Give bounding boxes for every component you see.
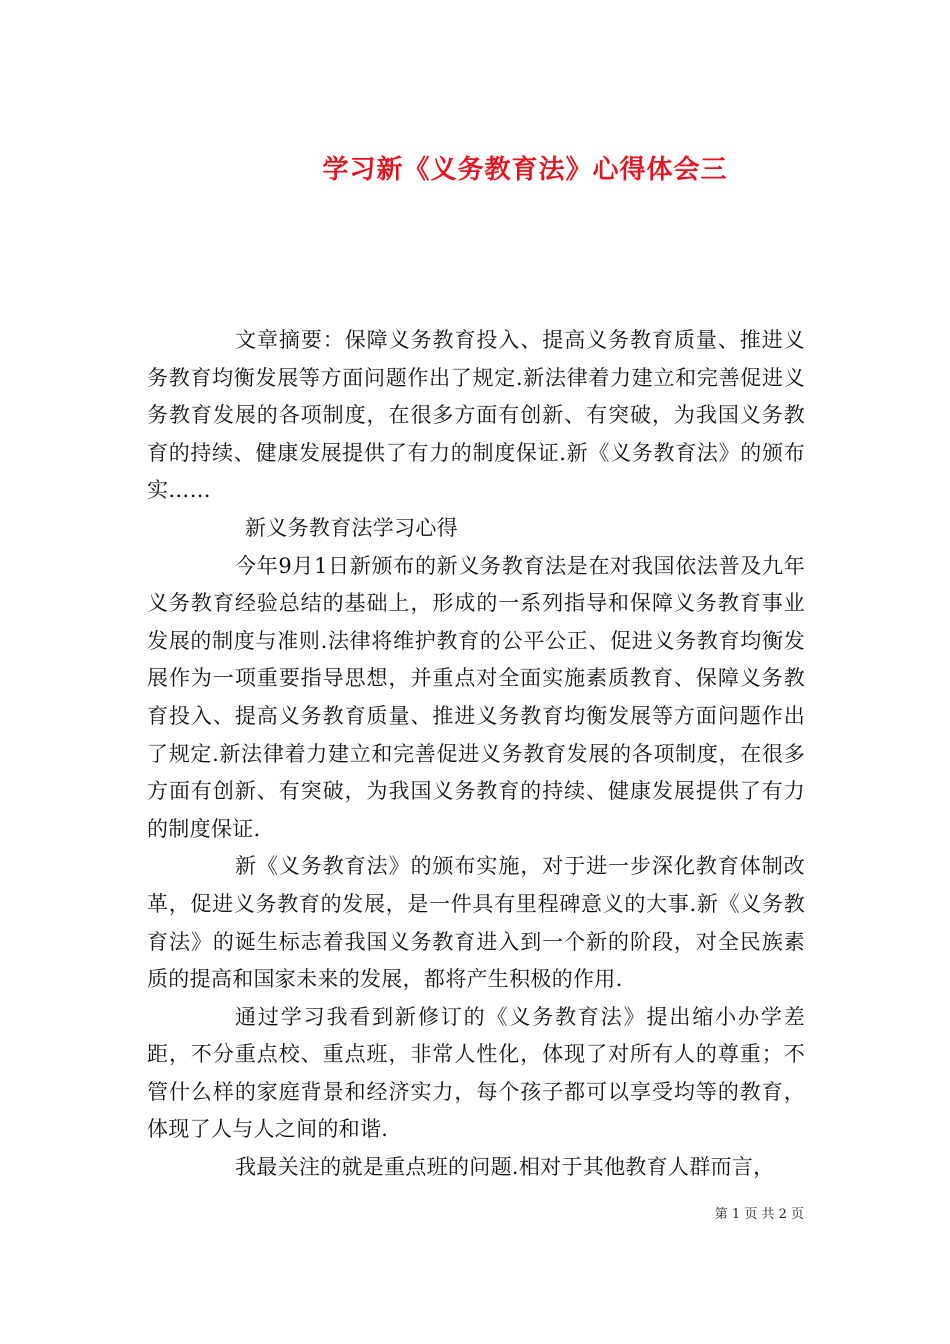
document-title: 学习新《义务教育法》心得体会三 [322,155,728,186]
document-body [147,322,805,1187]
body-paragraph: 今年9月1日新颁布的新义务教育法是在对我国依法普及九年义务教育经验总结的基础上，形成的一系列指导和保障义务教育事业发展的制度与准则.法律将维护教育的公平公正、促进义务教育均衡发展作为一项重要指导思想，并重点对全面实施素质教育、保障义务教育投入、提高义务教育质量、推进义务教育均衡发展等方面问题作出了规定.新法律着力建立和完善促进义务教育发展的各项制度，在很多方面有创新、有突破，为我国义务教育的持续、健康发展提供了有力的制度保证. [147,553,805,841]
section-heading: 新义务教育法学习心得 [245,515,458,540]
page-number-footer: 第 1 页 共 2 页 [714,1207,804,1222]
body-paragraph: 我最关注的就是重点班的问题.相对于其他教育人群而言， [235,1155,775,1180]
body-paragraph: 新《义务教育法》的颁布实施，对于进一步深化教育体制改革，促进义务教育的发展，是一件具有里程碑意义的大事.新《义务教育法》的诞生标志着我国义务教育进入到一个新的阶段，对全民族素质的提高和国家未来的发展，都将产生积极的作用. [147,854,805,992]
abstract-paragraph: 文章摘要：保障义务教育投入、提高义务教育质量、推进义务教育均衡发展等方面问题作出了规定.新法律着力建立和完善促进义务教育发展的各项制度，在很多方面有创新、有突破，为我国义务教育的持续、健康发展提供了有力的制度保证.新《义务教育法》的颁布实…… [147,328,805,503]
body-paragraph: 通过学习我看到新修订的《义务教育法》提出缩小办学差距，不分重点校、重点班，非常人性化，体现了对所有人的尊重；不管什么样的家庭背景和经济实力，每个孩子都可以享受均等的教育，体现了人与人之间的和谐. [147,1004,805,1142]
